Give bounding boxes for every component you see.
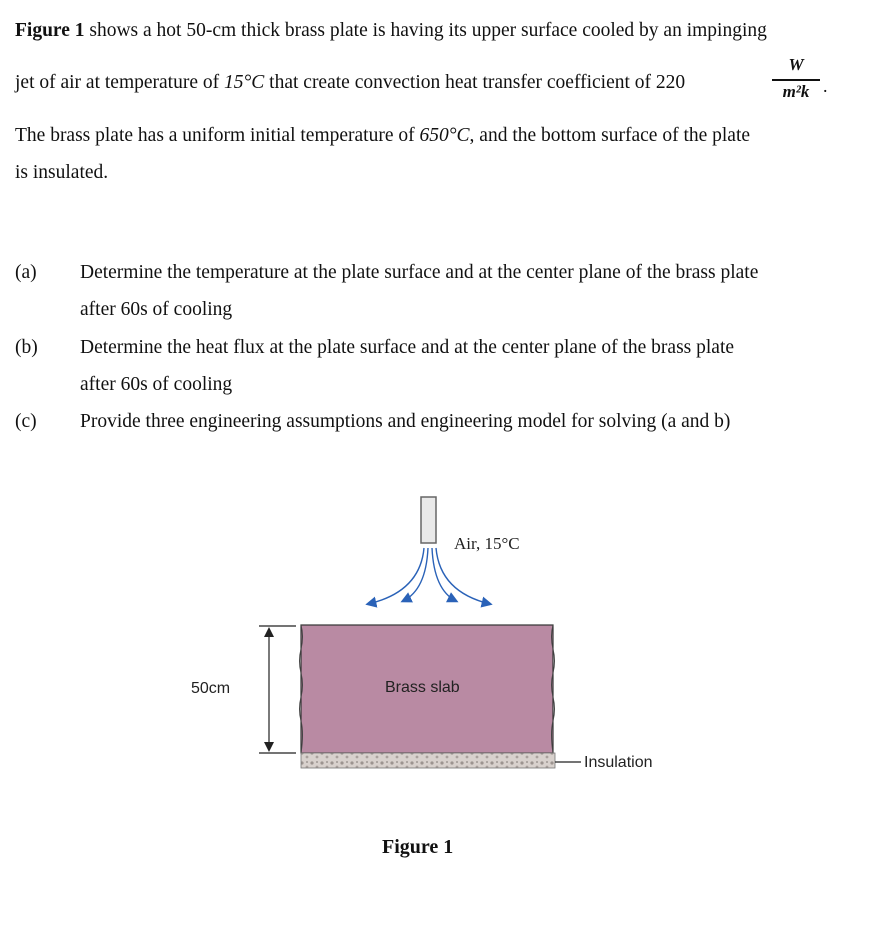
insulation-label: Insulation — [584, 754, 653, 771]
figure-caption: Figure 1 — [382, 836, 454, 858]
statement-text-3a: The brass plate has a uniform initial temperature of — [15, 125, 420, 146]
question-a-label: (a) — [15, 262, 37, 283]
statement-text-2a: jet of air at temperature of — [15, 72, 224, 93]
slab-label: Brass slab — [385, 679, 460, 696]
thickness-dimension — [259, 626, 296, 753]
nozzle — [421, 497, 436, 543]
air-label: Air, 15°C — [454, 534, 520, 553]
question-c-line-1: Provide three engineering assumptions and engineering model for solving (a and b) — [80, 411, 731, 432]
question-a-line-1: Determine the temperature at the plate surface and at the center plane of the brass plate — [80, 262, 759, 283]
question-c-label: (c) — [15, 411, 37, 432]
statement-line-4: is insulated. — [15, 162, 109, 183]
question-a-line-2: after 60s of cooling — [80, 299, 233, 320]
thickness-label: 50cm — [191, 680, 231, 697]
statement-text-1: shows a hot 50-cm thick brass plate is having its upper surface cooled by an impinging — [84, 20, 767, 41]
initial-temperature: 650°C — [419, 125, 470, 146]
figure-reference: Figure 1 — [15, 20, 85, 41]
air-temperature: 15°C — [223, 72, 265, 93]
air-jet-arrows — [368, 548, 490, 604]
statement-text-3b: , and the bottom surface of the plate — [469, 125, 751, 146]
unit-numerator: W — [788, 55, 804, 74]
question-b-line-1: Determine the heat flux at the plate surface and at the center plane of the brass plate — [80, 337, 735, 358]
insulation-layer — [301, 753, 555, 768]
question-b-line-2: after 60s of cooling — [80, 374, 233, 395]
question-b-label: (b) — [15, 337, 38, 358]
statement-text-2b: that create convection heat transfer coefficient of 220 — [264, 72, 686, 93]
sentence-period: . — [823, 76, 828, 96]
unit-denominator: m²k — [782, 82, 810, 101]
